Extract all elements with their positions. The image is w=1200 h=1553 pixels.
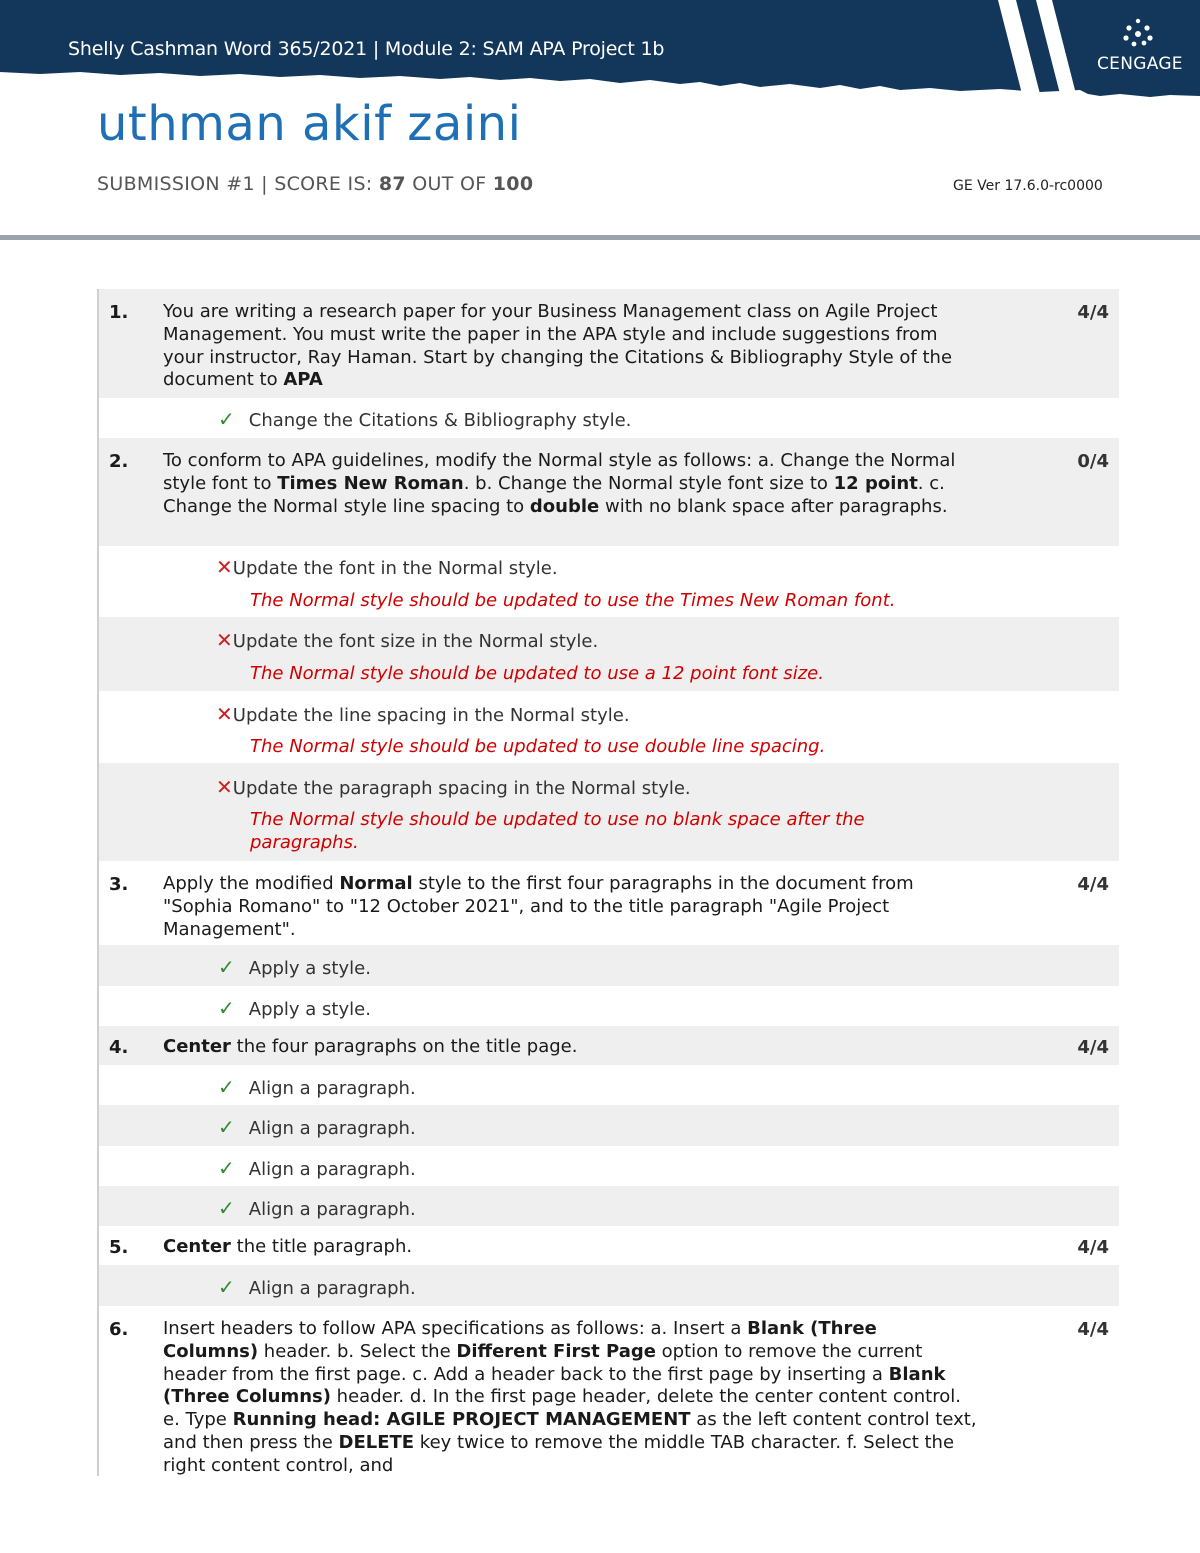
check-icon: ✓	[218, 1275, 235, 1299]
task-score: 4/4	[1077, 1237, 1109, 1258]
task-text-part: the four paragraphs on the title page.	[230, 1036, 578, 1057]
check-item	[218, 1115, 416, 1139]
check-row	[99, 1065, 1119, 1105]
task-text-bold: Center	[163, 1236, 231, 1257]
check-label: Align a paragraph.	[248, 1278, 416, 1299]
task-text-bold: Blank (Three Columns)	[163, 1318, 877, 1362]
task-text-bold: Blank (Three Columns)	[163, 1363, 946, 1408]
check-row	[99, 546, 1119, 617]
check-row	[99, 1105, 1119, 1146]
check-item	[216, 702, 630, 726]
check-item	[218, 996, 371, 1020]
check-row	[99, 1146, 1119, 1186]
x-icon: ✕	[216, 628, 233, 652]
check-feedback: The Normal style should be updated to use the Times New Roman font.	[250, 590, 896, 611]
task-description	[163, 1318, 978, 1478]
task-row	[99, 861, 1119, 945]
check-item	[218, 1156, 416, 1180]
check-icon: ✓	[218, 407, 235, 431]
task-row	[99, 438, 1119, 546]
submission-label: SUBMISSION #1 | SCORE IS:	[97, 173, 379, 195]
task-text-part: header. b. Select the	[258, 1340, 457, 1362]
course-title: Shelly Cashman Word 365/2021 | Module 2: SAM APA Project 1b	[68, 38, 665, 60]
task-text-bold: Running head: AGILE PROJECT MANAGEMENT	[232, 1409, 691, 1431]
check-icon: ✓	[218, 996, 235, 1020]
task-row	[99, 1306, 1119, 1476]
check-label: Update the line spacing in the Normal style.	[232, 705, 630, 726]
task-list	[97, 289, 1119, 1476]
task-text-part: as the left content control text, and then press the	[163, 1409, 977, 1453]
version-label: GE Ver 17.6.0-rc0000	[953, 178, 1103, 194]
check-icon: ✓	[218, 955, 235, 979]
check-feedback: The Normal style should be updated to use double line spacing.	[250, 736, 826, 757]
check-label: Change the Citations & Bibliography style.	[248, 410, 632, 431]
task-text-bold: 12 point	[833, 472, 918, 494]
check-label: Update the font size in the Normal style.	[232, 631, 599, 652]
task-text-part: You are writing a research paper for your Business Management class on Agile Project Management. You must write the paper in the APA style and include suggestions from your instructor, Ray Haman. Start by changing the Citations & Bibliography Style of the document to	[163, 301, 953, 391]
task-row	[99, 1226, 1119, 1265]
task-number: 5.	[109, 1237, 129, 1258]
check-icon: ✓	[218, 1075, 235, 1099]
task-text-part: . b. Change the Normal style font size to	[463, 472, 834, 494]
task-description	[163, 301, 978, 392]
task-text-part: To conform to APA guidelines, modify the Normal style as follows: a. Change the Normal style font to	[163, 450, 956, 494]
task-score: 4/4	[1077, 874, 1109, 895]
task-description	[163, 450, 978, 518]
task-number: 1.	[109, 302, 129, 323]
x-icon: ✕	[216, 775, 233, 799]
task-text-part: Apply the modified	[163, 873, 340, 894]
task-text-bold: DELETE	[338, 1431, 415, 1453]
header-banner	[0, 0, 1200, 110]
task-description	[163, 873, 978, 941]
task-score: 4/4	[1077, 1037, 1109, 1058]
task-text-part: style to the first four paragraphs in the document from "Sophia Romano" to "12 October 2021", and to the title paragraph "Agile Project Management".	[163, 873, 914, 940]
check-item	[218, 1196, 416, 1220]
task-text-part: Insert headers to follow APA specifications as follows: a. Insert a	[163, 1318, 748, 1339]
task-text-bold: double	[529, 495, 600, 517]
check-item	[216, 628, 598, 652]
check-label: Apply a style.	[248, 999, 371, 1020]
check-row	[99, 945, 1119, 986]
check-row	[99, 691, 1119, 763]
check-row	[99, 617, 1119, 691]
check-item	[218, 407, 631, 431]
x-icon: ✕	[216, 702, 233, 726]
out-of-label: OUT OF	[405, 173, 493, 195]
task-description	[163, 1236, 978, 1259]
check-item	[218, 1275, 416, 1299]
task-score: 4/4	[1077, 302, 1109, 323]
check-label: Align a paragraph.	[248, 1078, 416, 1099]
check-label: Align a paragraph.	[248, 1159, 416, 1180]
task-row	[99, 289, 1119, 398]
task-text-part: header. d. In the first page header, delete the center content control. e. Type	[163, 1386, 961, 1431]
check-row	[99, 763, 1119, 861]
task-text-part: . c. Change the Normal style line spacing to	[163, 472, 945, 517]
check-row	[99, 1186, 1119, 1226]
task-number: 3.	[109, 874, 129, 895]
check-row	[99, 398, 1119, 438]
task-text-bold: APA	[283, 369, 323, 391]
task-number: 6.	[109, 1319, 129, 1340]
check-label: Align a paragraph.	[248, 1118, 416, 1139]
check-item	[216, 555, 558, 579]
task-text-part: the title paragraph.	[230, 1236, 413, 1257]
check-label: Update the font in the Normal style.	[232, 558, 558, 579]
score-value: 87	[378, 173, 406, 195]
task-text-part: key twice to remove the middle TAB character. f. Select the right content control, and	[163, 1431, 955, 1476]
check-row	[99, 986, 1119, 1026]
check-icon: ✓	[218, 1115, 235, 1139]
check-feedback: The Normal style should be updated to use no blank space after the paragraphs.	[250, 809, 865, 853]
check-item	[216, 775, 691, 799]
check-label: Update the paragraph spacing in the Normal style.	[232, 778, 691, 799]
cengage-logo-text: CENGAGE	[1097, 54, 1183, 74]
score-total: 100	[492, 173, 534, 195]
divider	[0, 235, 1200, 240]
task-text-bold: Different First Page	[456, 1340, 656, 1362]
x-icon: ✕	[216, 555, 233, 579]
task-row	[99, 1026, 1119, 1065]
task-text-bold: Times New Roman	[277, 472, 464, 494]
check-label: Apply a style.	[248, 958, 371, 979]
task-number: 2.	[109, 451, 129, 472]
check-label: Align a paragraph.	[248, 1199, 416, 1220]
task-text-part: option to remove the current header from the first page. c. Add a header back to the first page by inserting a	[163, 1340, 923, 1385]
task-text-bold: Normal	[339, 873, 413, 894]
check-item	[218, 955, 371, 979]
student-name: uthman akif zaini	[97, 96, 522, 152]
check-feedback: The Normal style should be updated to use a 12 point font size.	[250, 663, 824, 684]
check-icon: ✓	[218, 1196, 235, 1220]
check-row	[99, 1265, 1119, 1306]
task-text-bold: Center	[163, 1036, 231, 1057]
check-icon: ✓	[218, 1156, 235, 1180]
submission-score	[97, 173, 533, 195]
task-description	[163, 1036, 978, 1059]
task-text-part: with no blank space after paragraphs.	[599, 495, 948, 517]
task-score: 4/4	[1077, 1319, 1109, 1340]
task-number: 4.	[109, 1037, 129, 1058]
check-item	[218, 1075, 416, 1099]
task-score: 0/4	[1077, 451, 1109, 472]
